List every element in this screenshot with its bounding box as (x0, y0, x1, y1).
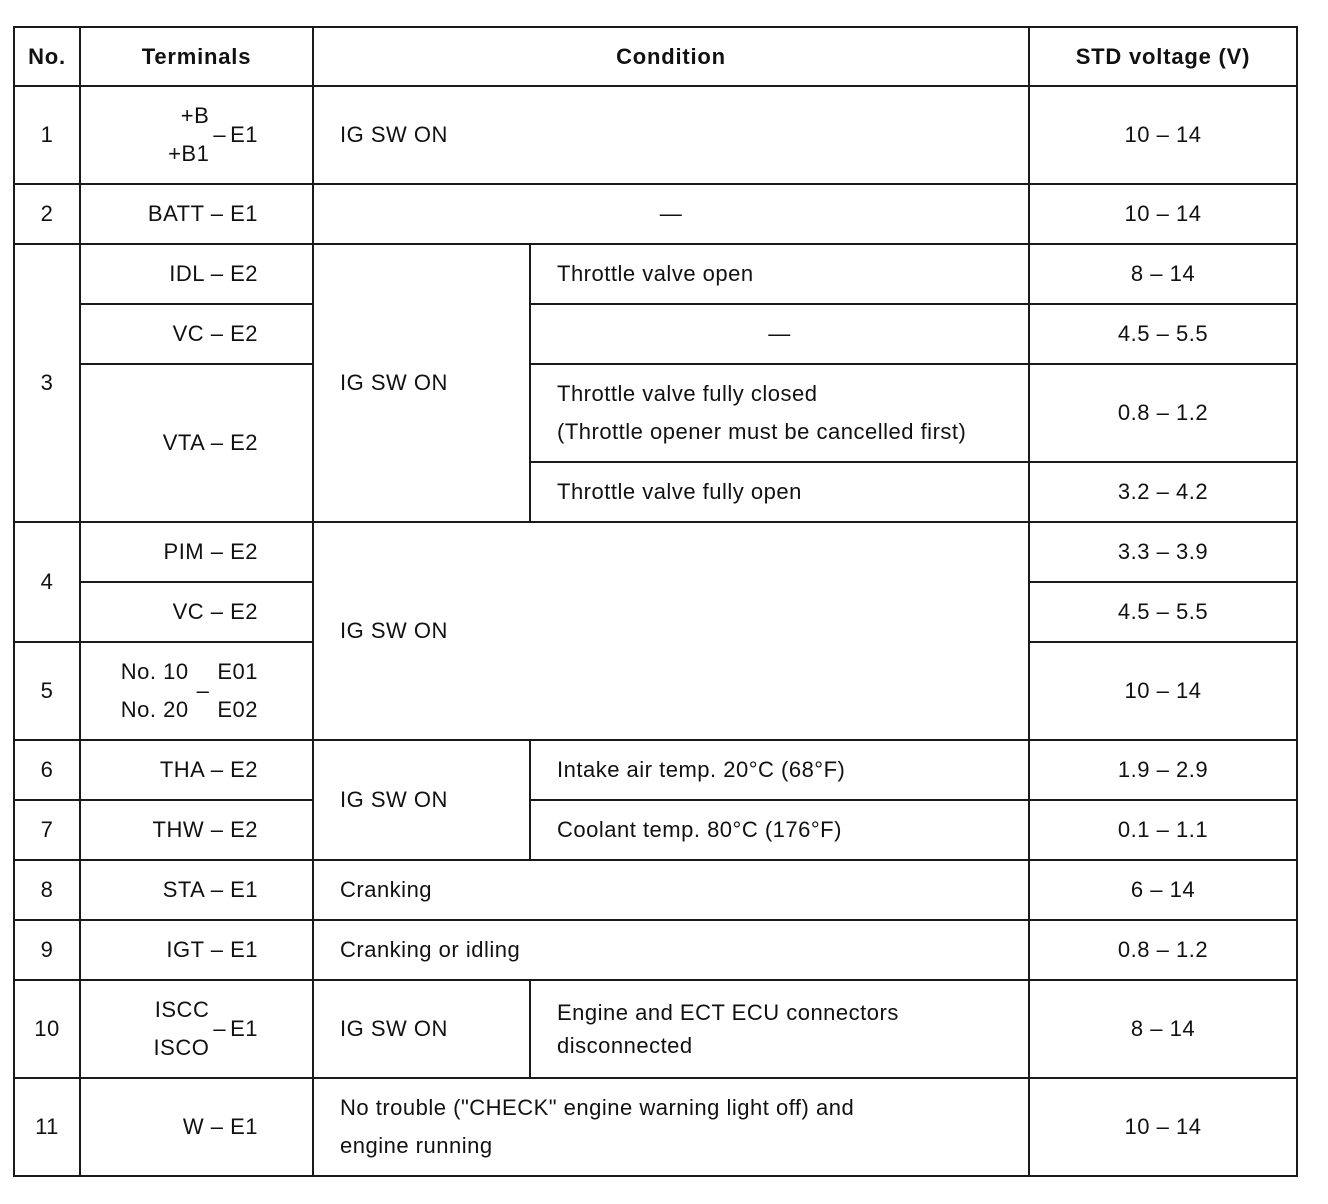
terminal-cell: VTA – E2 (80, 364, 313, 522)
terminal-cell: W – E1 (80, 1078, 313, 1176)
row-number: 10 (14, 980, 80, 1078)
terminal-cell: STA – E1 (80, 860, 313, 920)
terminal-name: ISCO (153, 1035, 210, 1060)
table-row (14, 800, 1297, 860)
table-row (14, 244, 1297, 304)
voltage-cell: 8 – 14 (1029, 244, 1297, 304)
sub-condition-cell: Intake air temp. 20°C (68°F) (530, 740, 1029, 800)
sub-condition-cell: Coolant temp. 80°C (176°F) (530, 800, 1029, 860)
terminal-name: +B (180, 103, 210, 128)
terminal-cell: THA – E2 (80, 740, 313, 800)
terminal-dash: – (196, 678, 210, 703)
ecu-terminal-voltage-table (13, 26, 1298, 1177)
condition-cell: IG SW ON (313, 522, 1029, 740)
table-row (14, 740, 1297, 800)
sub-condition-cell: — (530, 304, 1029, 364)
header-row (14, 27, 1297, 86)
row-number: 2 (14, 184, 80, 244)
terminal-name: E01 (217, 659, 258, 684)
terminal-dash: – (213, 122, 227, 147)
voltage-cell: 8 – 14 (1029, 980, 1297, 1078)
row-number: 9 (14, 920, 80, 980)
voltage-cell: 0.8 – 1.2 (1029, 364, 1297, 462)
table-row (14, 184, 1297, 244)
terminal-cell: VC – E2 (80, 582, 313, 642)
condition-cell: IG SW ON (313, 244, 530, 522)
sub-condition-line: Engine and ECT ECU connectors (557, 1000, 899, 1025)
table-row (14, 86, 1297, 184)
sub-condition-line: disconnected (557, 1033, 693, 1058)
voltage-cell: 3.2 – 4.2 (1029, 462, 1297, 522)
table-row (14, 860, 1297, 920)
condition-line: engine running (340, 1133, 493, 1158)
table-row (14, 1078, 1297, 1176)
row-number: 1 (14, 86, 80, 184)
terminal-name: E1 (230, 1016, 258, 1041)
voltage-cell: 4.5 – 5.5 (1029, 582, 1297, 642)
row-number: 4 (14, 522, 80, 642)
row-number: 8 (14, 860, 80, 920)
sub-condition-cell: Throttle valve open (530, 244, 1029, 304)
terminal-cell: VC – E2 (80, 304, 313, 364)
condition-cell: Cranking or idling (313, 920, 1029, 980)
terminal-name: No. 10 (120, 659, 189, 684)
condition-line: No trouble ("CHECK" engine warning light off) and (340, 1095, 855, 1120)
row-number: 5 (14, 642, 80, 740)
condition-cell: IG SW ON (313, 740, 530, 860)
terminal-name: E02 (217, 697, 258, 722)
terminal-name: ISCC (154, 997, 210, 1022)
terminal-name: E1 (230, 122, 258, 147)
header-condition: Condition (313, 27, 1029, 86)
table-row (14, 920, 1297, 980)
voltage-cell: 3.3 – 3.9 (1029, 522, 1297, 582)
terminal-cell: THW – E2 (80, 800, 313, 860)
table-row (14, 304, 1297, 364)
voltage-cell: 6 – 14 (1029, 860, 1297, 920)
sub-condition-cell (530, 980, 1029, 1078)
voltage-cell: 10 – 14 (1029, 1078, 1297, 1176)
sub-condition-line: Throttle valve fully closed (557, 381, 818, 406)
terminal-name: +B1 (168, 141, 210, 166)
header-voltage: STD voltage (V) (1029, 27, 1297, 86)
row-number: 11 (14, 1078, 80, 1176)
row-number: 6 (14, 740, 80, 800)
condition-cell (313, 1078, 1029, 1176)
voltage-cell: 4.5 – 5.5 (1029, 304, 1297, 364)
header-terminals: Terminals (80, 27, 313, 86)
voltage-cell: 0.1 – 1.1 (1029, 800, 1297, 860)
terminal-cell (80, 642, 313, 740)
row-number: 3 (14, 244, 80, 522)
terminal-name: No. 20 (120, 697, 189, 722)
table-row (14, 522, 1297, 582)
terminal-cell: BATT – E1 (80, 184, 313, 244)
sub-condition-cell (530, 364, 1029, 462)
condition-cell: IG SW ON (313, 980, 530, 1078)
condition-cell: IG SW ON (313, 86, 1029, 184)
condition-cell: — (313, 184, 1029, 244)
sub-condition-cell: Throttle valve fully open (530, 462, 1029, 522)
terminal-cell: IGT – E1 (80, 920, 313, 980)
sub-condition-line: (Throttle opener must be cancelled first) (557, 419, 967, 444)
voltage-cell: 1.9 – 2.9 (1029, 740, 1297, 800)
voltage-cell: 10 – 14 (1029, 642, 1297, 740)
header-no: No. (14, 27, 80, 86)
condition-cell: Cranking (313, 860, 1029, 920)
terminal-dash: – (213, 1016, 227, 1041)
row-number: 7 (14, 800, 80, 860)
terminal-cell: IDL – E2 (80, 244, 313, 304)
voltage-cell: 10 – 14 (1029, 184, 1297, 244)
terminal-cell (80, 980, 313, 1078)
terminal-cell: PIM – E2 (80, 522, 313, 582)
voltage-cell: 10 – 14 (1029, 86, 1297, 184)
table-row (14, 980, 1297, 1078)
voltage-cell: 0.8 – 1.2 (1029, 920, 1297, 980)
table-row (14, 364, 1297, 462)
terminal-cell (80, 86, 313, 184)
